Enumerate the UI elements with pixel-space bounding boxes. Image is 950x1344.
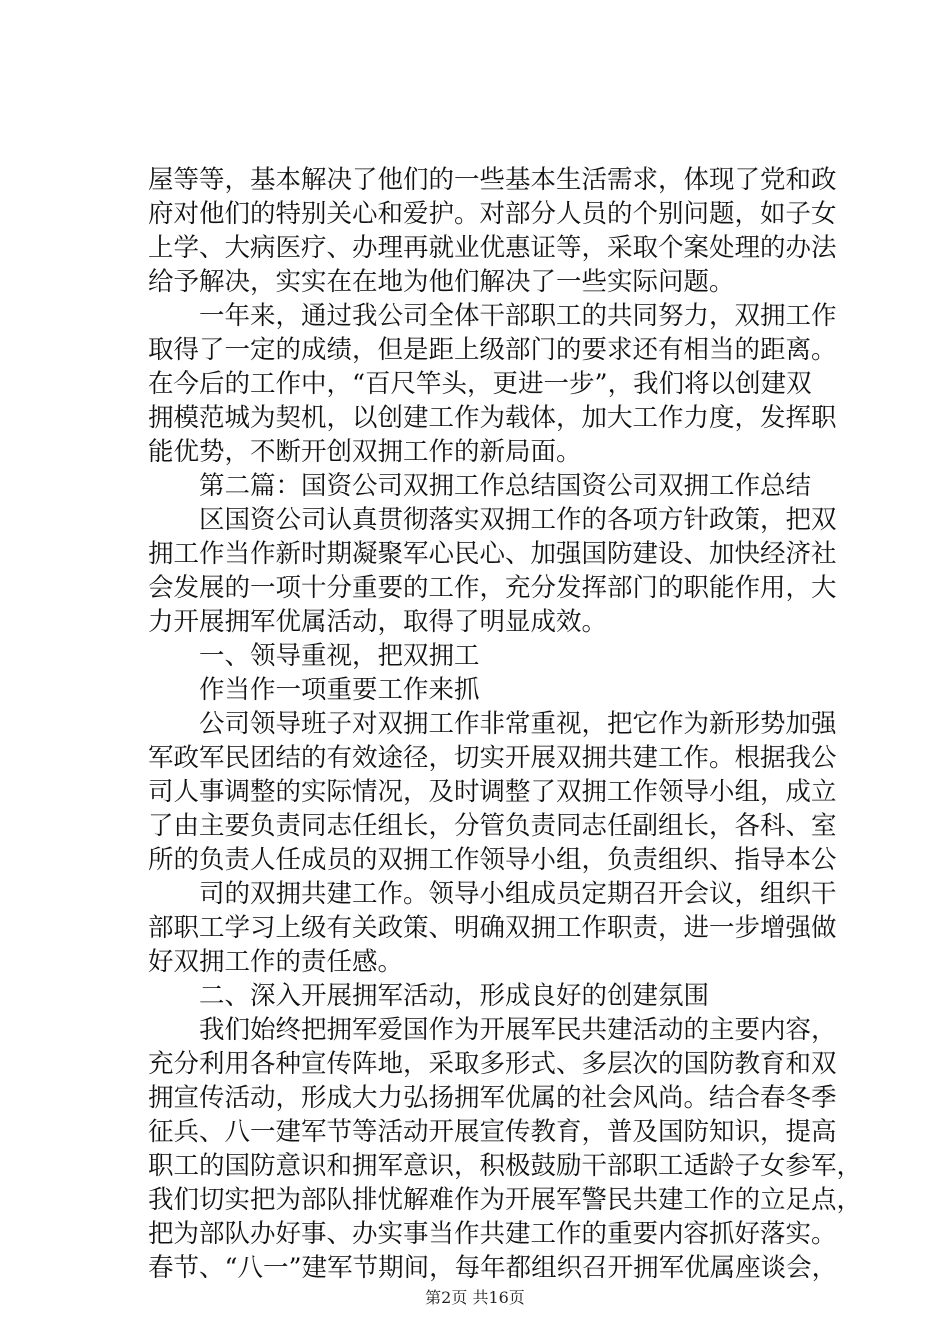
text-line: 拥模范城为契机，以创建工作为载体，加大工作力度，发挥职 xyxy=(148,403,837,433)
text-line: 给予解决，实实在在地为他们解决了一些实际问题。 xyxy=(148,267,735,297)
subsection-heading: 作当作一项重要工作来抓 xyxy=(148,675,480,705)
text-line: 充分利用各种宣传阵地，采取多形式、多层次的国防教育和双 xyxy=(148,1049,837,1079)
text-line: 取得了一定的成绩，但是距上级部门的要求还有相当的距离。 xyxy=(148,335,837,365)
text-line: 了由主要负责同志任组长，分管负责同志任副组长，各科、室 xyxy=(148,811,837,841)
text-line: 春节、“八一”建军节期间，每年都组织召开拥军优属座谈会， xyxy=(148,1253,838,1283)
text-line: 府对他们的特别关心和爱护。对部分人员的个别问题，如子女 xyxy=(148,199,837,229)
text-line: 好双拥工作的责任感。 xyxy=(148,947,404,977)
text-line: 部职工学习上级有关政策、明确双拥工作职责，进一步增强做 xyxy=(148,913,837,943)
text-line: 职工的国防意识和拥军意识，积极鼓励干部职工适龄子女参军， xyxy=(148,1151,863,1181)
section-heading: 第二篇：国资公司双拥工作总结国资公司双拥工作总结 xyxy=(148,471,812,501)
text-line: 拥宣传活动，形成大力弘扬拥军优属的社会风尚。结合春冬季 xyxy=(148,1083,837,1113)
text-line: 会发展的一项十分重要的工作，充分发挥部门的职能作用，大 xyxy=(148,573,837,603)
page-number-footer: 第2页 共16页 xyxy=(425,1288,525,1307)
text-line: 拥工作当作新时期凝聚军心民心、加强国防建设、加快经济社 xyxy=(148,539,837,569)
text-line: 征兵、八一建军节等活动开展宣传教育，普及国防知识，提高 xyxy=(148,1117,837,1147)
text-line: 在今后的工作中，“百尺竿头，更进一步”，我们将以创建双 xyxy=(148,369,812,399)
text-line: 把为部队办好事、办实事当作共建工作的重要内容抓好落实。 xyxy=(148,1219,837,1249)
text-line: 司人事调整的实际情况，及时调整了双拥工作领导小组，成立 xyxy=(148,777,837,807)
text-line: 司的双拥共建工作。领导小组成员定期召开会议，组织干 xyxy=(148,879,837,909)
text-line: 公司领导班子对双拥工作非常重视，把它作为新形势加强 xyxy=(148,709,837,739)
subsection-heading: 二、深入开展拥军活动，形成良好的创建氛围 xyxy=(148,981,710,1011)
text-line: 屋等等，基本解决了他们的一些基本生活需求，体现了党和政 xyxy=(148,165,837,195)
text-line: 区国资公司认真贯彻落实双拥工作的各项方针政策，把双 xyxy=(148,505,837,535)
text-line: 军政军民团结的有效途径，切实开展双拥共建工作。根据我公 xyxy=(148,743,837,773)
text-line: 我们始终把拥军爱国作为开展军民共建活动的主要内容， xyxy=(148,1015,837,1045)
text-line: 我们切实把为部队排忧解难作为开展军警民共建工作的立足点， xyxy=(148,1185,863,1215)
text-line: 一年来，通过我公司全体干部职工的共同努力，双拥工作 xyxy=(148,301,837,331)
text-line: 力开展拥军优属活动，取得了明显成效。 xyxy=(148,607,608,637)
subsection-heading: 一、领导重视，把双拥工 xyxy=(148,641,480,671)
text-line: 所的负责人任成员的双拥工作领导小组，负责组织、指导本公 xyxy=(148,845,837,875)
text-line: 能优势，不断开创双拥工作的新局面。 xyxy=(148,437,582,467)
text-line: 上学、大病医疗、办理再就业优惠证等，采取个案处理的办法 xyxy=(148,233,837,263)
